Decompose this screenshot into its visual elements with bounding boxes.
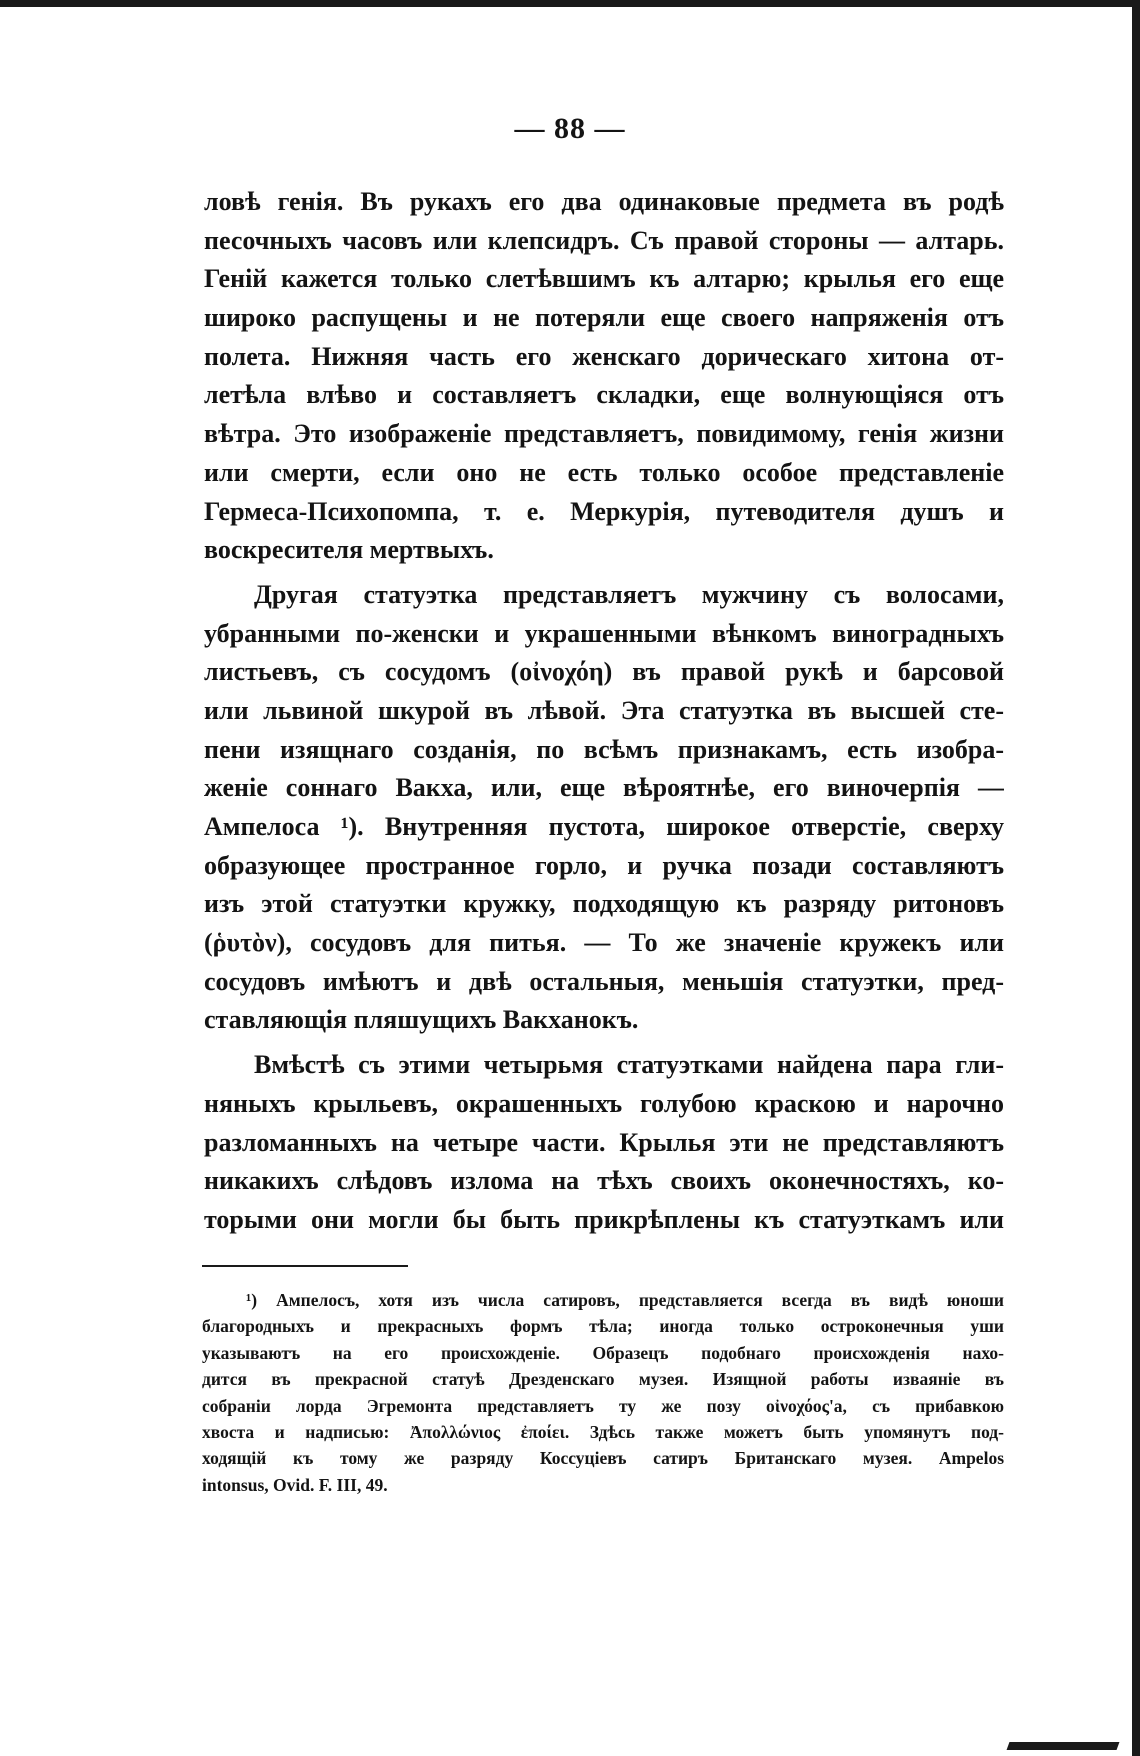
text-line: Другая статуэтка представляетъ мужчину съ волосами,: [254, 579, 1004, 609]
footnote: [202, 1287, 1004, 1498]
footnote-line: ¹) Ампелосъ, хотя изъ числа сатировъ, представляется всегда въ видѣ юноши: [246, 1290, 1004, 1310]
page-number: — 88 —: [514, 112, 626, 145]
text-line: изъ этой статуэтки кружку, подходящую къ разряду ритоновъ: [204, 889, 1004, 919]
text-line: летѣла влѣво и составляетъ складки, еще волнующіяся отъ: [204, 380, 1004, 410]
text-line: пени изящнаго созданія, по всѣмъ признакамъ, есть изобра-: [204, 734, 1004, 764]
footnote-line: ходящій къ тому же разряду Коссуціевъ сатиръ Британскаго музея. Ampelos: [202, 1448, 1004, 1469]
text-line: образующее пространное горло, и ручка позади составляютъ: [204, 850, 1004, 880]
text-line: широко распущены и не потеряли еще своего напряженія отъ: [204, 303, 1004, 333]
footnote-line: intonsus, Ovid. F. III, 49.: [202, 1474, 388, 1495]
text-line: или смерти, если оно не есть только особое представленіе: [204, 457, 1004, 487]
scan-top-border: [0, 0, 1140, 7]
main-text: [204, 183, 1004, 1240]
text-line: Ампелоса ¹). Внутренняя пустота, широкое отверстіе, сверху: [204, 812, 1004, 841]
text-line: полета. Нижняя часть его женскаго дорическаго хитона от-: [204, 341, 1004, 371]
text-line: ставляющія пляшущихъ Вакханокъ.: [204, 1005, 639, 1035]
text-line: Гермеса-Психопомпа, т. е. Меркурія, путеводителя душъ и: [204, 496, 1004, 526]
text-line: никакихъ слѣдовъ излома на тѣхъ своихъ оконечностяхъ, ко-: [204, 1166, 1004, 1196]
text-line: торыми они могли бы быть прикрѣплены къ статуэткамъ или: [204, 1204, 1004, 1234]
scan-corner-mark: [1007, 1742, 1120, 1750]
text-line: воскресителя мертвыхъ.: [204, 535, 494, 565]
footnote-line: хвоста и надписью: Ἀπολλώνιος ἐποίει. Здѣсь также можетъ быть упомянутъ под-: [202, 1421, 1004, 1442]
text-line: (ῥυτὸν), сосудовъ для питья. — То же значеніе кружекъ или: [204, 928, 1004, 958]
footnote-line: указываютъ на его происхожденіе. Образецъ подобнаго происхожденія нахо-: [202, 1342, 1004, 1363]
text-line: Геній кажется только слетѣвшимъ къ алтарю; крылья его еще: [204, 264, 1004, 294]
text-line: сосудовъ имѣютъ и двѣ остальныя, меньшія статуэтки, пред-: [204, 966, 1004, 996]
text-line: вѣтра. Это изображеніе представляетъ, повидимому, генія жизни: [204, 419, 1004, 449]
footnote-line: благородныхъ и прекрасныхъ формъ тѣла; иногда только остроконечныя уши: [202, 1316, 1004, 1337]
text-line: или львиной шкурой въ лѣвой. Эта статуэтка въ высшей сте-: [204, 695, 1004, 725]
text-line: ловѣ генія. Въ рукахъ его два одинаковые предмета въ родѣ: [204, 187, 1004, 216]
text-line: женіе соннаго Вакха, или, еще вѣроятнѣе, его виночерпія —: [204, 773, 1004, 803]
text-line: разломанныхъ на четыре части. Крылья эти не представляютъ: [204, 1127, 1004, 1157]
scan-right-border: [1132, 0, 1140, 1756]
text-line: Вмѣстѣ съ этими четырьмя статуэтками найдена пара гли-: [254, 1050, 1004, 1080]
footnote-line: собраніи лорда Эгремонта представляетъ ту же позу οἰνοχόος'а, съ прибавкою: [202, 1395, 1004, 1416]
text-line: листьевъ, съ сосудомъ (οἰνοχόη) въ правой рукѣ и барсовой: [204, 657, 1004, 687]
text-line: песочныхъ часовъ или клепсидръ. Съ правой стороны — алтарь.: [204, 225, 1004, 255]
text-line: убранными по-женски и украшенными вѣнкомъ виноградныхъ: [204, 618, 1004, 648]
footnote-line: дится въ прекрасной статуѣ Дрезденскаго музея. Изящной работы изваяніе въ: [202, 1369, 1004, 1390]
text-line: няныхъ крыльевъ, окрашенныхъ голубою краскою и нарочно: [204, 1088, 1004, 1118]
footnote-separator: [202, 1265, 408, 1267]
